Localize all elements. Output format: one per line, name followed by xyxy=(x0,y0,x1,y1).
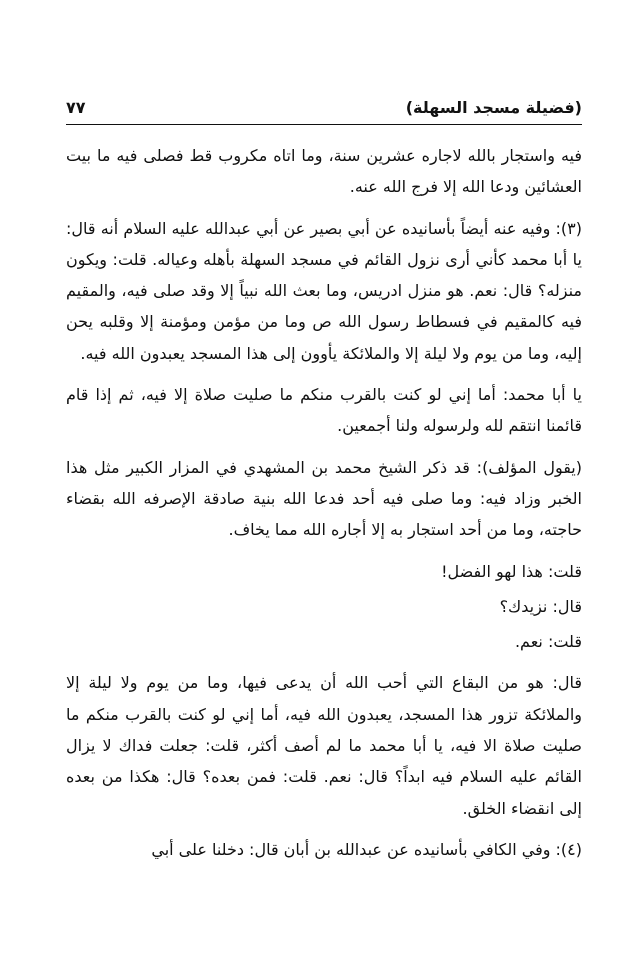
page-number: ٧٧ xyxy=(66,97,86,117)
header-divider xyxy=(66,124,582,125)
paragraph: قال: هو من البقاع التي أحب الله أن يدعى فيها، وما من يوم ولا ليلة إلا والملائكة تزور هذا المسجد، يعبدون الله فيه، أما إني لو كنت بالقرب منكم ما صليت صلاة الا فيه، يا أبا محمد ما لم أصف أكثر، قلت: جعلت فداك لا يزال القائم عليه السلام فيه ابداً؟ قال: نعم. قلت: فمن بعده؟ قال: هكذا من بعده إلى انقضاء الخلق. xyxy=(66,673,582,818)
paragraph: (٤): وفي الكافي بأسانيده عن عبدالله بن أبان قال: دخلنا على أبي xyxy=(151,839,582,859)
paragraph: (٣): وفيه عنه أيضاً بأسانيده عن أبي بصير عن أبي عبدالله عليه السلام أنه قال: يا أبا محمد كأني أرى نزول القائم في مسجد السهلة بأهله وعياله. قلت: ويكون منزله؟ قال: نعم. هو منزل ادريس، وما بعث الله نبياً إلا وقد صلى فيه، والمقيم فيه كالمقيم في فسطاط رسول الله ص وما من مؤمن ومؤمنة إلا وقلبه يحن إليه، وما من يوم ولا ليلة إلا والملائكة يأوون إلى هذا المسجد يعبدون الله فيه. xyxy=(66,218,582,363)
paragraph: (يقول المؤلف): قد ذكر الشيخ محمد بن المشهدي في المزار الكبير مثل هذا الخبر وزاد فيه: وما صلى فيه أحد فدعا الله بنية صادقة الإصرفه الله بقضاء حاجته، وما من أحد استجار به إلا أجاره الله مما يخاف. xyxy=(66,457,582,540)
paragraph: قلت: هذا لهو الفضل! xyxy=(441,561,582,581)
paragraph: فيه واستجار بالله لاجاره عشرين سنة، وما اتاه مكروب قط فصلى فيه ما بيت العشائين ودعا الله إلا فرج الله عنه. xyxy=(66,146,582,197)
running-title: (فضيلة مسجد السهلة) xyxy=(405,97,582,117)
page-body xyxy=(66,140,582,875)
paragraph: يا أبا محمد: أما إني لو كنت بالقرب منكم ما صليت صلاة إلا فيه، ثم إذا قام قائمنا انتقم لله ولرسوله ولنا أجمعين. xyxy=(66,385,582,436)
page-header xyxy=(66,92,582,122)
paragraph: قلت: نعم. xyxy=(514,632,582,652)
paragraph: قال: نزيدك؟ xyxy=(499,596,582,616)
